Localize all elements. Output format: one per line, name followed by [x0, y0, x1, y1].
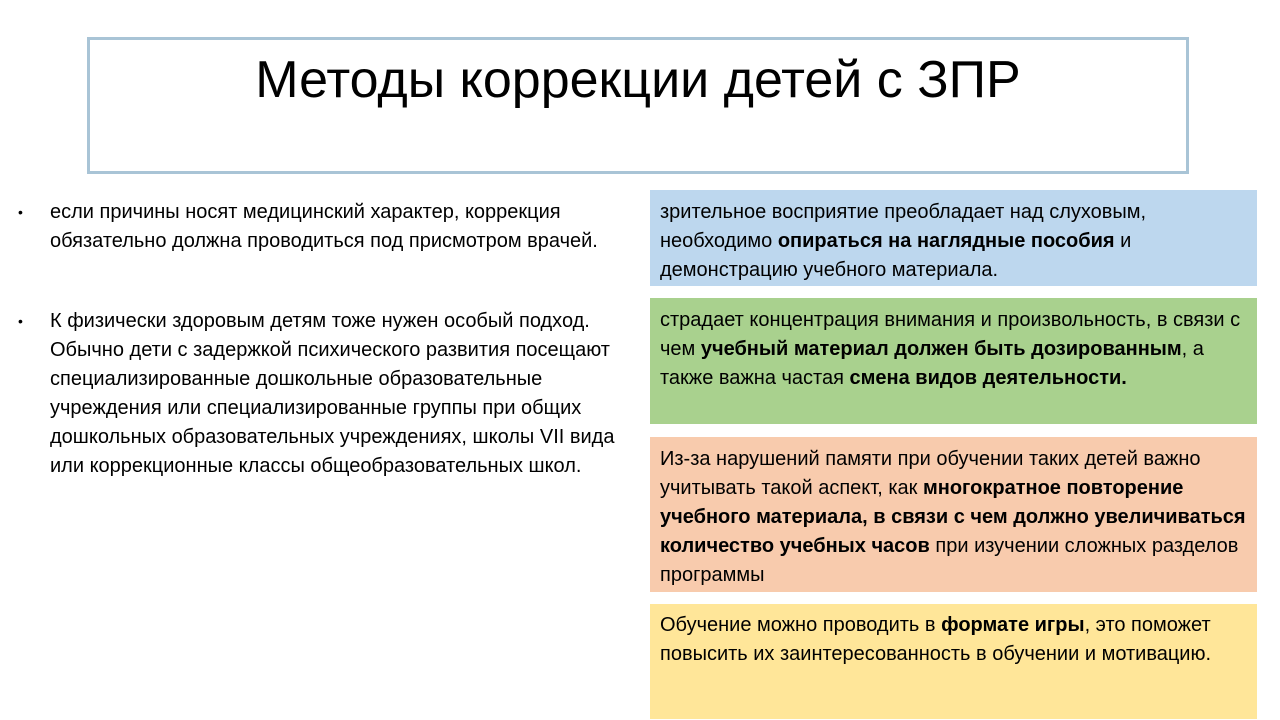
- card-text: , а также важна частая: [660, 338, 1204, 389]
- card-bold-text: формате игры: [941, 614, 1085, 636]
- card-visual-perception: [650, 190, 1257, 286]
- slide-title: Методы коррекции детей с ЗПР: [255, 51, 1021, 109]
- card-text: Из-за нарушений памяти при обучении таких детей важно учитывать такой аспект, как: [660, 448, 1201, 499]
- bullet-item-healthy-children: [12, 307, 642, 481]
- card-text: , это поможет повысить их заинтересованность в обучении и мотивацию.: [660, 614, 1212, 665]
- bullet-text: если причины носят медицинский характер, коррекция обязательно должна проводиться под присмотром врачей.: [50, 201, 598, 252]
- card-text: Обучение можно проводить в: [660, 614, 942, 636]
- card-bold-text: смена видов деятельности.: [849, 367, 1127, 389]
- card-attention: [650, 298, 1257, 424]
- card-text: зрительное восприятие преобладает над слуховым, необходимо: [660, 201, 1147, 252]
- bullet-text: К физически здоровым детям тоже нужен особый подход. Обычно дети с задержкой психического развития посещают специализированные дошкольные образовательные учреждения или специализированные группы при общих дошкольных образовательных учреждениях, школы VII вида или коррекционные классы общеобразовательных школ.: [50, 310, 615, 477]
- card-text: и демонстрацию учебного материала.: [660, 230, 1132, 281]
- title-box: [87, 37, 1189, 174]
- card-bold-text: многократное повторение учебного материала, в связи с чем должно увеличиваться количество учебных часов: [660, 477, 1246, 557]
- card-game-format: [650, 604, 1257, 719]
- bullet-marker: •: [18, 204, 23, 220]
- bullet-item-medical: [12, 198, 642, 256]
- bullet-list: [12, 198, 642, 481]
- card-bold-text: учебный материал должен быть дозированным: [700, 338, 1182, 360]
- card-text: при изучении сложных разделов программы: [660, 535, 1239, 586]
- card-memory: [650, 437, 1257, 592]
- card-bold-text: опираться на наглядные пособия: [777, 230, 1115, 252]
- card-text: страдает концентрация внимания и произвольность, в связи с чем: [660, 309, 1241, 360]
- bullet-marker: •: [18, 313, 23, 329]
